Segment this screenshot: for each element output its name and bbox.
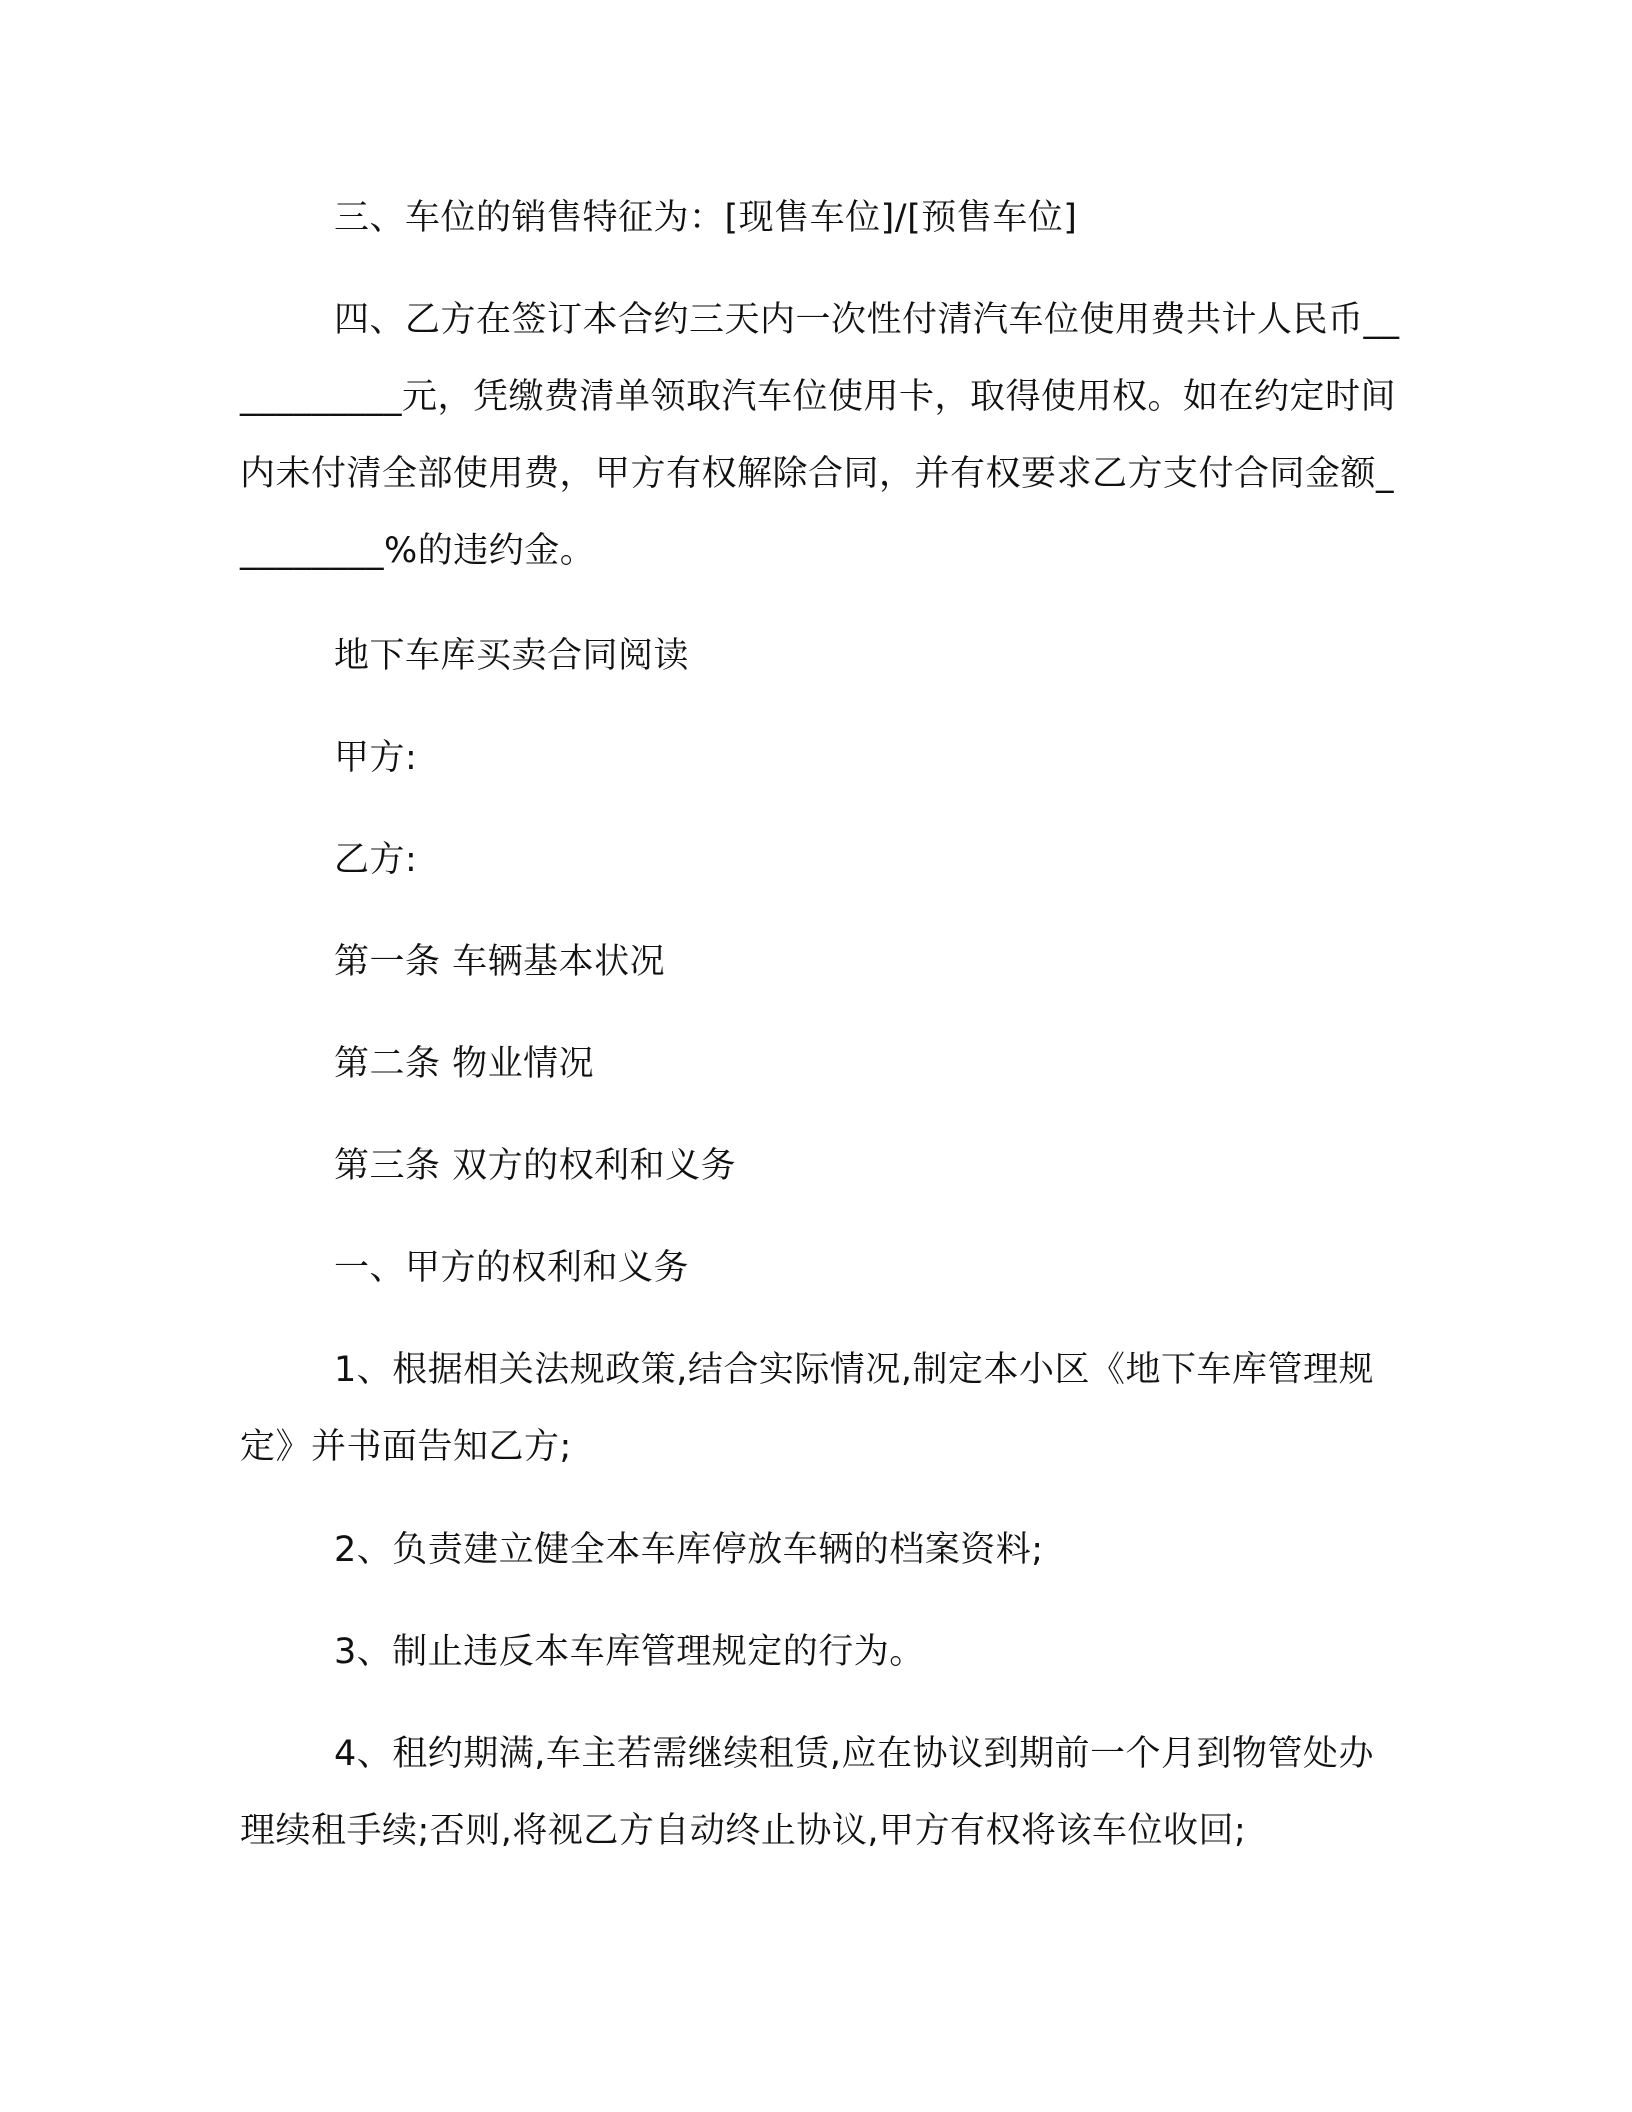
paragraph-payment-terms: 四、乙方在签订本合约三天内一次性付清汽车位使用费共计人民币___________元，凭缴费清单领取汽车位使用卡，取得使用权。如在约定时间内未付清全部使用费，甲方有权解除合同，并有权要求乙方支付合同金额_________%的违约金。	[240, 300, 1400, 571]
article-two-heading: 第二条 物业情况	[334, 1044, 595, 1084]
party-a-label: 甲方:	[334, 738, 418, 778]
contract-title: 地下车库买卖合同阅读	[334, 636, 690, 676]
party-b-label: 乙方:	[334, 840, 418, 880]
clause-item-3: 3、制止违反本车库管理规定的行为。	[334, 1632, 925, 1672]
clause-item-1: 1、根据相关法规政策,结合实际情况,制定本小区《地下车库管理规定》并书面告知乙方;	[240, 1350, 1375, 1467]
paragraph-sales-feature: 三、车位的销售特征为：[现售车位]/[预售车位]	[334, 198, 1078, 238]
section-one-heading: 一、甲方的权利和义务	[334, 1248, 690, 1288]
article-three-heading: 第三条 双方的权利和义务	[334, 1146, 737, 1186]
article-one-heading: 第一条 车辆基本状况	[334, 942, 666, 982]
clause-item-2: 2、负责建立健全本车库停放车辆的档案资料;	[334, 1530, 1044, 1570]
clause-item-4: 4、租约期满,车主若需继续租赁,应在协议到期前一个月到物管处办理续租手续;否则,将视乙方自动终止协议,甲方有权将该车位收回;	[240, 1734, 1375, 1851]
